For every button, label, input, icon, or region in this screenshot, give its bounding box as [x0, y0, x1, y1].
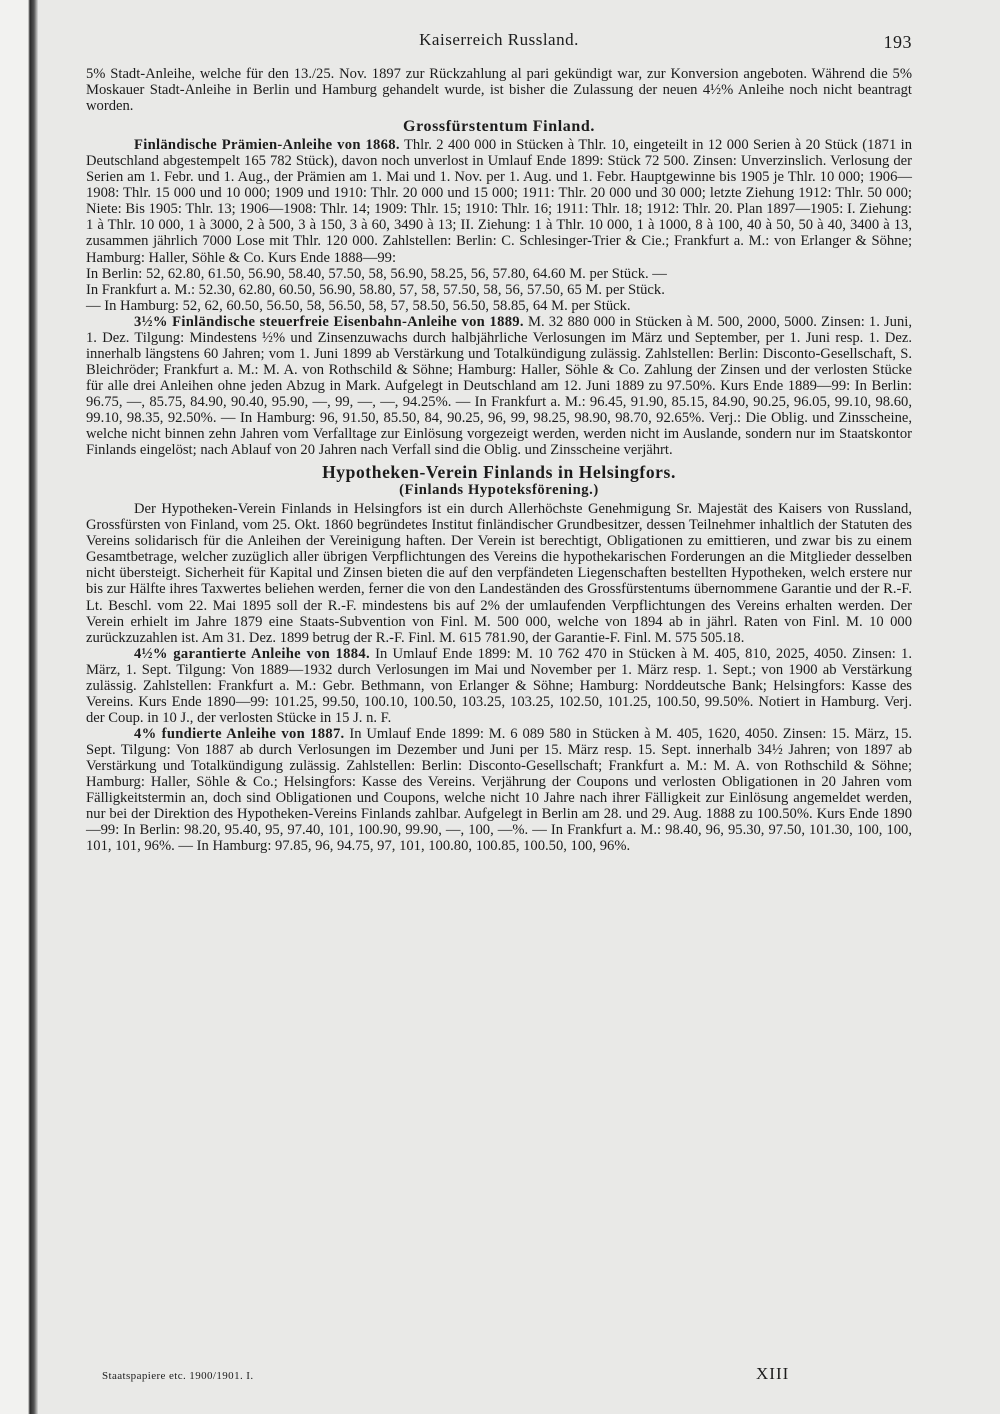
book-spine-shadow	[0, 0, 38, 1414]
fundierte-anleihe-text: In Umlauf Ende 1899: M. 6 089 580 in Stücken à M. 405, 1620, 4050. Zinsen: 15. März, 15. Sept. Tilgung: Von 1887 ab durch Verlosungen im Dezember und Juni per 15. März resp. 15. Sept. innerhalb 34½ Jahren; von 1897 ab Verstärkung und Totalkündigung zulässig. Zahlstellen: Berlin: Disconto-Gesellschaft; Frankfurt a. M.: M. A. von Rothschild & Söhne; Hamburg: Haller, Söhle & Co.; Helsingfors: Kasse des Vereins. Verjährung der Coupons und verlosten Obligationen in 20 Jahren vom Fälligkeitstermin an, doch sind Obligationen und Coupons, welche nicht 10 Jahre nach ihrer Fälligkeit zur Einlösung angemeldet werden, nur bei der Direktion des Hypotheken-Vereins Finlands zahlbar. Aufgelegt in Berlin am 28. und 29. Aug. 1888 zu 100.50%. Kurs Ende 1890—99: In Berlin: 98.20, 95.40, 95, 97.40, 101, 100.90, 99.90, —, 100, —%. — In Frankfurt a. M.: 98.40, 96, 95.30, 97.50, 101.30, 100, 100, 101, 101, 96%. — In Hamburg: 97.85, 96, 94.75, 97, 101, 100.80, 100.85, 100.50, 100, 96%.	[86, 725, 913, 855]
praemien-anleihe-text: Thlr. 2 400 000 in Stücken à Thlr. 10, eingeteilt in 12 000 Serien à 20 Stück (1871 in Deutschland abgestempelt 165 782 Stück), davon noch unverlost in Umlauf Ende 1899: Stück 72 500. Zinsen: Unverzinslich. Verlosung der Serien am 1. Febr. und 1. Aug., der Prämien am 1. Mai und 1. Nov. per 1. Aug. und 1. Febr. Hauptgewinne bis 1905 je Thlr. 10 000; 1906—1908: Thlr. 15 000 und 10 000; 1909 und 1910: Thlr. 20 000 und 15 000; 1911: Thlr. 20 000 und 30 000; letzte Ziehung 1912: Thlr. 50 000; Niete: Bis 1905: Thlr. 13; 1906—1908: Thlr. 14; 1909: Thlr. 15; 1910: Thlr. 16; 1911: Thlr. 18; 1912: Thlr. 20. Plan 1897—1905: I. Ziehung: 1 à Thlr. 10 000, 1 à 3000, 2 à 500, 3 à 150, 3 à 60, 3490 à 13; II. Ziehung: 1 à Thlr. 10 000, 1 à 1000, 8 à 100, 40 à 50, 50 à 40, 3400 à 13, zusammen jährlich 7000 Lose mit Thlr. 120 000. Zahlstellen: Berlin: C. Schlesinger-Trier & Cie.; Frankfurt a. M.: von Erlanger & Söhne; Hamburg: Haller, Söhle & Co. Kurs Ende 1888—99:	[86, 137, 913, 266]
hypotheken-intro-paragraph: Der Hypotheken-Verein Finlands in Helsingfors ist ein durch Allerhöchste Genehmigung Sr. Majestät des Kaisers von Russland, Grossfürsten von Finland, vom 25. Okt. 1860 begründetes Institut finländischer Grundbesitzer, dessen Teilnehmer inhaltlich der Statuten des Vereins solidarisch für die Anleihen der Vereinigung haften. Der Verein ist berechtigt, Obligationen zu emittieren, und zwar bis zu einem Gesamtbetrage, welcher zuzüglich aller übrigen Verpflichtungen des Vereins die hypothekarischen Forderungen an die Mitglieder desselben nicht übersteigt. Sicherheit für Kapital und Zinsen bieten die auf den verpfändeten Liegenschaften bestellten Hypotheken, welch erstere nur bis zur Hälfte ihres Taxwertes beliehen werden, ferner die von den Landeständen des Grossfürstentums übernommene Garantie und der R.-F. Lt. Beschl. vom 22. Mai 1895 soll der R.-F. mindestens bis auf 2% der umlaufenden Verpflichtungen des Vereins erhalten werden. Der Verein erhielt im Jahre 1879 eine Staats-Subvention von Finl. M. 500 000, welche von 1894 ab in jährl. Raten von Finl. M. 10 000 zurückzuzahlen ist. Am 31. Dez. 1899 betrug der R.-F. Finl. M. 615 781.90, der Garantie-F. Finl. M. 575 505.18.	[86, 501, 912, 646]
fundierte-anleihe-entry	[86, 726, 912, 854]
body-text	[86, 66, 912, 854]
praemien-anleihe-title: Finländische Prämien-Anleihe von 1868.	[134, 137, 400, 154]
running-head	[86, 26, 912, 56]
eisenbahn-anleihe-title: 3½% Finländische steuerfreie Eisenbahn-Anleihe von 1889.	[134, 313, 524, 330]
garantierte-anleihe-text: In Umlauf Ende 1899: M. 10 762 470 in Stücken à M. 405, 810, 2025, 4050. Zinsen: 1. März, 1. Sept. Tilgung: Von 1889—1932 durch Verlosungen im Mai und November per 1. März resp. 1. Sept.; von 1900 ab Verstärkung zulässig. Zahlstellen: Frankfurt a. M.: Gebr. Bethmann, von Erlanger & Söhne; Hamburg: Norddeutsche Bank; Helsingfors: Kasse des Vereins. Kurs Ende 1890—99: 101.25, 99.50, 100.10, 100.50, 103.25, 103.25, 102.50, 101.25, 100.50, 99.50%. Notiert in Hamburg. Verj. der Coup. in 10 J., der verlosten Stücke in 15 J. n. F.	[86, 645, 912, 726]
printer-signature: Staatspapiere etc. 1900/1901. I.	[102, 1370, 254, 1382]
page-footer	[86, 1364, 912, 1388]
eisenbahn-anleihe-text: M. 32 880 000 in Stücken à M. 500, 2000, 5000. Zinsen: 1. Juni, 1. Dez. Tilgung: Mindestens ½% und Zinsenzuwachs durch halbjährliche Verlosungen im März und September, per 1. Juni resp. 1. Dez. innerhalb längstens 60 Jahren; vom 1. Juni 1899 ab Verstärkung und Totalkündigung zulässig. Zahlstellen: Berlin: Disconto-Gesellschaft, S. Bleichröder; Frankfurt a. M.: M. A. von Rothschild & Söhne; Hamburg: Haller, Söhle & Co. Zahlung der Zinsen und der verlosten Stücke für alle drei Anleihen ohne jeden Abzug in Mark. Aufgelegt in Deutschland am 12. Juni 1889 zu 97.50%. Kurs Ende 1889—99: In Berlin: 96.75, —, 85.75, 84.90, 90.40, 95.90, —, 99, —, —, 94.25%. — In Frankfurt a. M.: 96.45, 91.90, 85.15, 84.90, 90.25, 96.05, 99.10, 98.60, 99.10, 98.35, 92.50%. — In Hamburg: 96, 91.50, 85.50, 84, 90.25, 96, 99, 98.25, 98.90, 98.70, 92.65%. Verj.: Die Oblig. und Zinsscheine, welche nicht binnen zehn Jahren vom Verfalltage zur Einlösung vorgezeigt werden, werden nicht im Auslande, sondern nur im Staatskontor Finlands eingelöst; nach Ablauf von 20 Jahren nach Verfall sind die Oblig. und Zinsscheine verjährt.	[86, 313, 912, 459]
page-title: Kaiserreich Russland.	[419, 30, 579, 49]
page-number: 193	[883, 32, 912, 52]
section-subheading-hypotheken: (Finlands Hypoteksförening.)	[399, 482, 599, 499]
praemien-kurs-hamburg: — In Hamburg: 52, 62, 60.50, 56.50, 58, 56.50, 58, 57, 58.50, 56.50, 58.85, 64 M. per Stück.	[86, 297, 631, 314]
intro-paragraph: 5% Stadt-Anleihe, welche für den 13./25. Nov. 1897 zur Rückzahlung al pari gekündigt war, zur Konversion angeboten. Während die 5% Moskauer Stadt-Anleihe in Berlin und Hamburg gehandelt wurde, ist bisher die Zulassung der neuen 4½% Anleihe noch nicht beantragt worden.	[86, 66, 912, 115]
section-heading-finland: Grossfürstentum Finland.	[403, 118, 595, 136]
garantierte-anleihe-entry	[86, 646, 912, 726]
sheet-number: XIII	[756, 1364, 790, 1383]
fundierte-anleihe-title: 4% fundierte Anleihe von 1887.	[134, 725, 345, 742]
praemien-anleihe-entry	[86, 137, 912, 265]
eisenbahn-anleihe-entry	[86, 314, 912, 458]
praemien-kurs-frankfurt: In Frankfurt a. M.: 52.30, 62.80, 60.50, 56.90, 58.80, 57, 58, 57.50, 58, 56, 57.50, 65 M. per Stück.	[86, 281, 665, 298]
garantierte-anleihe-title: 4½% garantierte Anleihe von 1884.	[134, 645, 370, 662]
praemien-kurs-berlin: In Berlin: 52, 62.80, 61.50, 56.90, 58.40, 57.50, 58, 56.90, 58.25, 56, 57.80, 64.60 M. per Stück. —	[86, 265, 667, 282]
section-heading-hypotheken: Hypotheken-Verein Finlands in Helsingfors.	[322, 462, 676, 483]
document-page	[86, 26, 912, 1396]
